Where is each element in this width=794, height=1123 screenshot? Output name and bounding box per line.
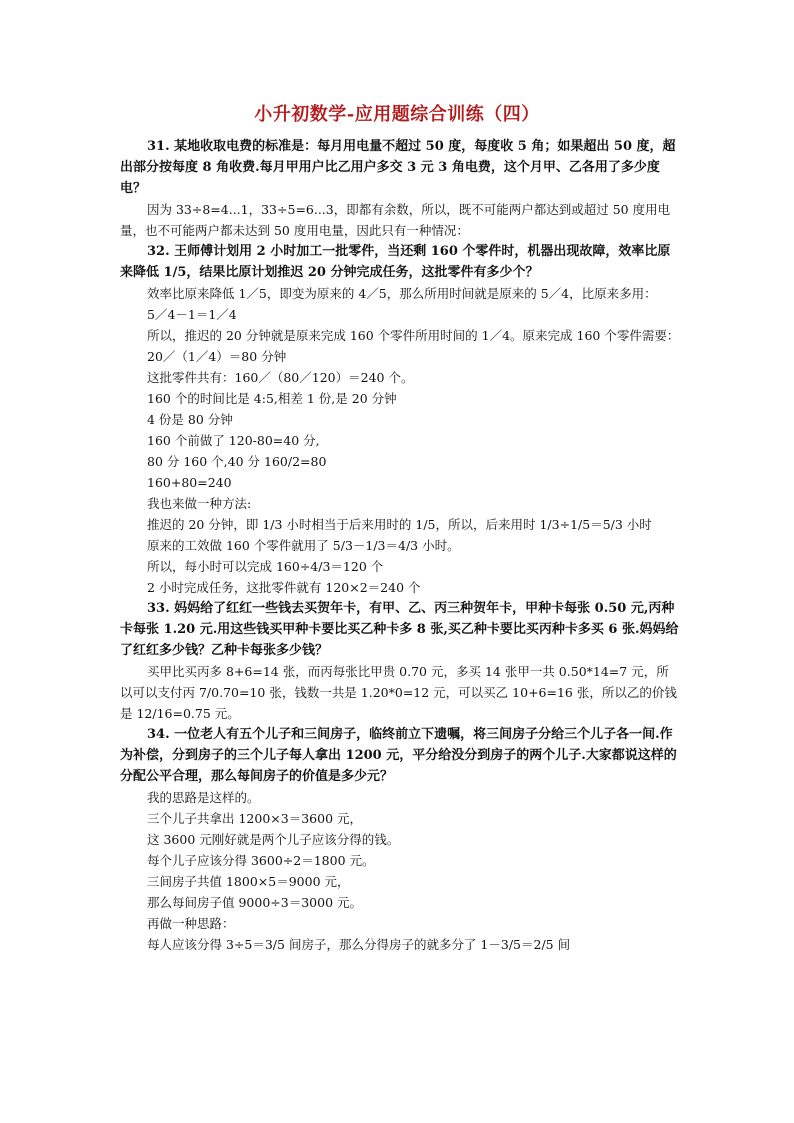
answer-line: 我也来做一种方法:	[147, 496, 252, 511]
problem-question: 32. 王师傅计划用 2 小时加工一批零件，当还剩 160 个零件时，机器出现故障，效率比原来降低 1/5，结果比原计划推迟 20 分钟完成任务，这批零件有多少个？	[120, 244, 671, 280]
answer-line: 160 个的时间比是 4:5,相差 1 份,是 20 分钟	[147, 391, 397, 406]
answer-line: 所以，推迟的 20 分钟就是原来完成 160 个零件所用时间的 1／4。原来完成 160 个零件需要：	[147, 328, 680, 343]
answer-line: 原来的工效做 160 个零件就用了 5/3－1/3＝4/3 小时。	[147, 538, 460, 553]
answer-line: 每人应该分得 3÷5＝3/5 间房子，那么分得房子的就多分了 1－3/5＝2/5 间	[147, 937, 571, 952]
answer-line: 那么每间房子值 9000÷3＝3000 元。	[147, 895, 362, 910]
answer-line: 160 个前做了 120-80=40 分,	[147, 433, 320, 448]
answer-line: 因为 33÷8=4...1，33÷5=6...3，即都有余数，所以，既不可能两户都达到或超过 50 度用电量，也不可能两户都未达到 50 度用电量，因此只有一种情况：	[120, 202, 671, 238]
answer-line: 再做一种思路：	[147, 916, 235, 931]
answer-line: 4 份是 80 分钟	[147, 412, 233, 427]
problem-question: 31. 某地收取电费的标准是：每月用电量不超过 50 度，每度收 5 角；如果超出 50 度，超出部分按每度 8 角收费.每月甲用户比乙用户多交 3 元 3 角电费，这个月甲、乙各用了多少度电？	[120, 139, 676, 196]
answer-line: 所以，每小时可以完成 160÷4/3＝120 个	[147, 559, 384, 574]
answer-line: 2 小时完成任务，这批零件就有 120×2＝240 个	[147, 580, 421, 595]
answer-line: 三个儿子共拿出 1200×3＝3600 元，	[147, 811, 362, 826]
answer-line: 这 3600 元刚好就是两个儿子应该分得的钱。	[147, 832, 400, 847]
answer-line: 效率比原来降低 1／5，即变为原来的 4／5，那么所用时间就是原来的 5／4，比原来多用：	[147, 286, 657, 301]
answer-line: 5／4－1＝1／4	[147, 307, 237, 322]
answer-line: 买甲比买丙多 8+6=14 张，而丙每张比甲贵 0.70 元，多买 14 张甲一共 0.50*14=7 元，所以可以支付丙 7/0.70=10 张，钱数一共是 1.20*0=12 元，可以买乙 10+6=16 张，所以乙的价钱是 12/16=0.75 元。	[120, 664, 677, 721]
answer-line: 我的思路是这样的。	[147, 790, 260, 805]
answer-line: 三间房子共值 1800×5＝9000 元，	[147, 874, 350, 889]
problem-question: 33. 妈妈给了红红一些钱去买贺年卡，有甲、乙、丙三种贺年卡，甲种卡每张 0.50 元,丙种卡每张 1.20 元.用这些钱买甲种卡要比买乙种卡多 8 张,买乙种卡要比买丙种卡多买 6 张.妈妈给了红红多少钱？乙种卡每张多少钱？	[120, 601, 679, 658]
answer-line: 160+80=240	[147, 475, 232, 490]
document-title: 小升初数学-应用题综合训练（四）	[254, 104, 540, 125]
answer-line: 20／（1／4）＝80 分钟	[147, 349, 287, 364]
answer-line: 每个儿子应该分得 3600÷2＝1800 元。	[147, 853, 375, 868]
answer-line: 80 分 160 个,40 分 160/2=80	[147, 454, 327, 469]
answer-line: 这批零件共有：160／（80／120）＝240 个。	[147, 370, 414, 385]
problem-question: 34. 一位老人有五个儿子和三间房子，临终前立下遗嘱，将三间房子分给三个儿子各一间.作为补偿，分到房子的三个儿子每人拿出 1200 元，平分给没分到房子的两个儿子.大家都说这样的分配公平合理，那么每间房子的价值是多少元？	[120, 727, 677, 784]
answer-line: 推迟的 20 分钟，即 1/3 小时相当于后来用时的 1/5，所以，后来用时 1/3÷1/5＝5/3 小时	[147, 517, 652, 532]
document-body	[120, 136, 680, 955]
